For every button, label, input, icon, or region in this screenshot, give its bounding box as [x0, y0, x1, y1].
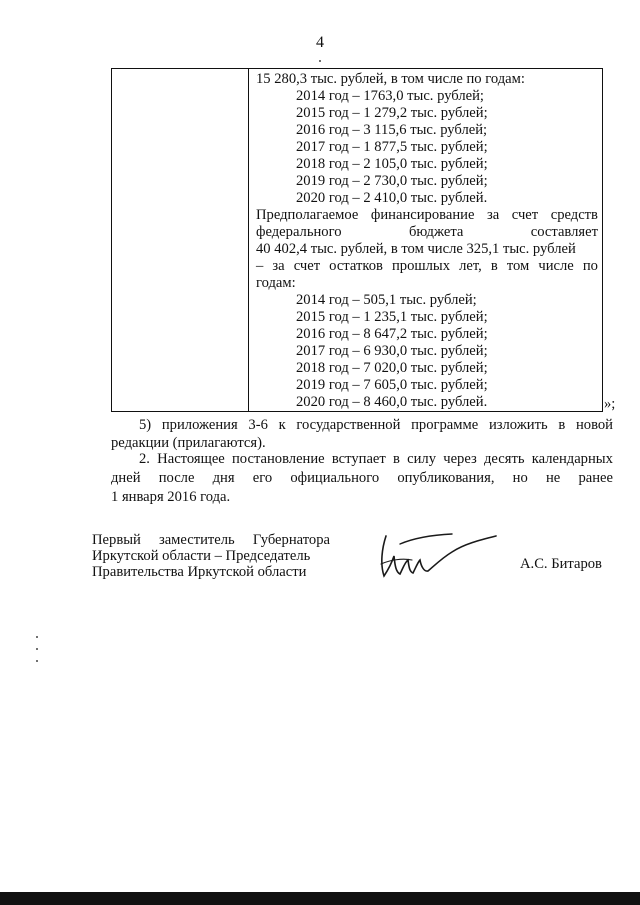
word: 5) [139, 417, 152, 433]
signatory-line-1 [92, 532, 330, 548]
year-line: 2017 год – 6 930,0 тыс. рублей; [296, 343, 488, 359]
paragraph-5 [111, 416, 613, 452]
year-line: 2014 год – 1763,0 тыс. рублей; [296, 88, 484, 104]
word: 2. [139, 451, 150, 467]
word: его [252, 470, 273, 486]
federal-line-5: годам: [256, 275, 296, 291]
signatory-title [92, 532, 330, 580]
word: числе [538, 258, 574, 274]
word: лет, [459, 258, 482, 274]
word: новой [575, 417, 613, 433]
word: – [256, 258, 264, 274]
word: ранее [578, 470, 613, 486]
word: вступает [331, 451, 386, 467]
federal-line-2 [256, 224, 598, 241]
block1-year-list [256, 88, 598, 207]
word: государственной [296, 417, 401, 433]
word: Предполагаемое [256, 207, 359, 223]
word: остатков [329, 258, 383, 274]
word: приложения [161, 417, 238, 433]
word: том [506, 258, 530, 274]
word: изложить [488, 417, 548, 433]
word: дня [212, 470, 235, 486]
year-line: 2016 год – 3 115,6 тыс. рублей; [296, 122, 488, 138]
word: в [490, 258, 498, 274]
word: после [158, 470, 195, 486]
closing-quote: »; [604, 396, 616, 412]
paragraph-2-line-2 [111, 469, 613, 487]
word: финансирование [370, 207, 475, 223]
word: счет [293, 258, 321, 274]
scan-dot [36, 648, 38, 650]
word: через [443, 451, 477, 467]
word: бюджета [408, 224, 464, 240]
scan-dot [319, 60, 321, 62]
word: счет [511, 207, 539, 223]
word: но [512, 470, 528, 486]
word: опубликования, [397, 470, 495, 486]
word: Настоящее [157, 451, 225, 467]
year-line: 2020 год – 2 410,0 тыс. рублей. [296, 190, 488, 206]
word: 3-6 [248, 417, 268, 433]
year-line: 2014 год – 505,1 тыс. рублей; [296, 292, 477, 308]
year-line: 2015 год – 1 279,2 тыс. рублей; [296, 105, 488, 121]
word: федерального [256, 224, 342, 240]
financing-cell [256, 69, 598, 411]
paragraph-2 [111, 450, 613, 506]
year-line: 2017 год – 1 877,5 тыс. рублей; [296, 139, 488, 155]
word: в [558, 417, 566, 433]
year-line: 2019 год – 2 730,0 тыс. рублей; [296, 173, 488, 189]
word: прошлых [391, 258, 450, 274]
word: за [272, 258, 285, 274]
word: Первый [92, 532, 141, 548]
block2-year-list [256, 292, 598, 411]
word: заместитель [158, 532, 235, 548]
signatory-name: А.С. Битаров [520, 556, 602, 572]
year-line: 2015 год – 1 235,1 тыс. рублей; [296, 309, 488, 325]
paragraph-2-line-3: 1 января 2016 года. [111, 489, 231, 505]
scan-dot [36, 660, 38, 662]
paragraph-5-line-1 [111, 416, 613, 434]
year-line: 2018 год – 2 105,0 тыс. рублей; [296, 156, 488, 172]
federal-line-1 [256, 207, 598, 224]
word: силу [407, 451, 437, 467]
federal-line-4 [256, 258, 598, 275]
word: официального [290, 470, 380, 486]
year-line: 2016 год – 8 647,2 тыс. рублей; [296, 326, 488, 342]
word: составляет [530, 224, 598, 240]
page-number: 4 [316, 34, 324, 51]
federal-line-3: 40 402,4 тыс. рублей, в том числе 325,1 тыс. рублей [256, 241, 576, 257]
word: постановление [232, 451, 325, 467]
year-line: 2019 год – 7 605,0 тыс. рублей; [296, 377, 488, 393]
scan-edge-bar [0, 892, 640, 905]
word: Губернатора [252, 532, 330, 548]
word: средств [550, 207, 598, 223]
signatory-line-3: Правительства Иркутской области [92, 564, 307, 580]
word: в [393, 451, 400, 467]
scan-dot [36, 636, 38, 638]
table-column-divider [248, 69, 249, 411]
word: календарных [531, 451, 613, 467]
financing-table [111, 68, 603, 412]
word: дней [111, 470, 141, 486]
word: десять [484, 451, 525, 467]
handwritten-signature [372, 526, 502, 586]
paragraph-5-line-2: редакции (прилагаются). [111, 435, 266, 451]
year-line: 2018 год – 7 020,0 тыс. рублей; [296, 360, 488, 376]
word: за [486, 207, 500, 223]
year-line: 2020 год – 8 460,0 тыс. рублей. [296, 394, 488, 410]
word: программе [411, 417, 479, 433]
word: к [278, 417, 286, 433]
signatory-line-2: Иркутской области – Председатель [92, 548, 311, 564]
block1-lead: 15 280,3 тыс. рублей, в том числе по годам: [256, 71, 525, 87]
paragraph-2-line-1 [111, 450, 613, 468]
word: не [545, 470, 561, 486]
word: по [582, 258, 598, 274]
